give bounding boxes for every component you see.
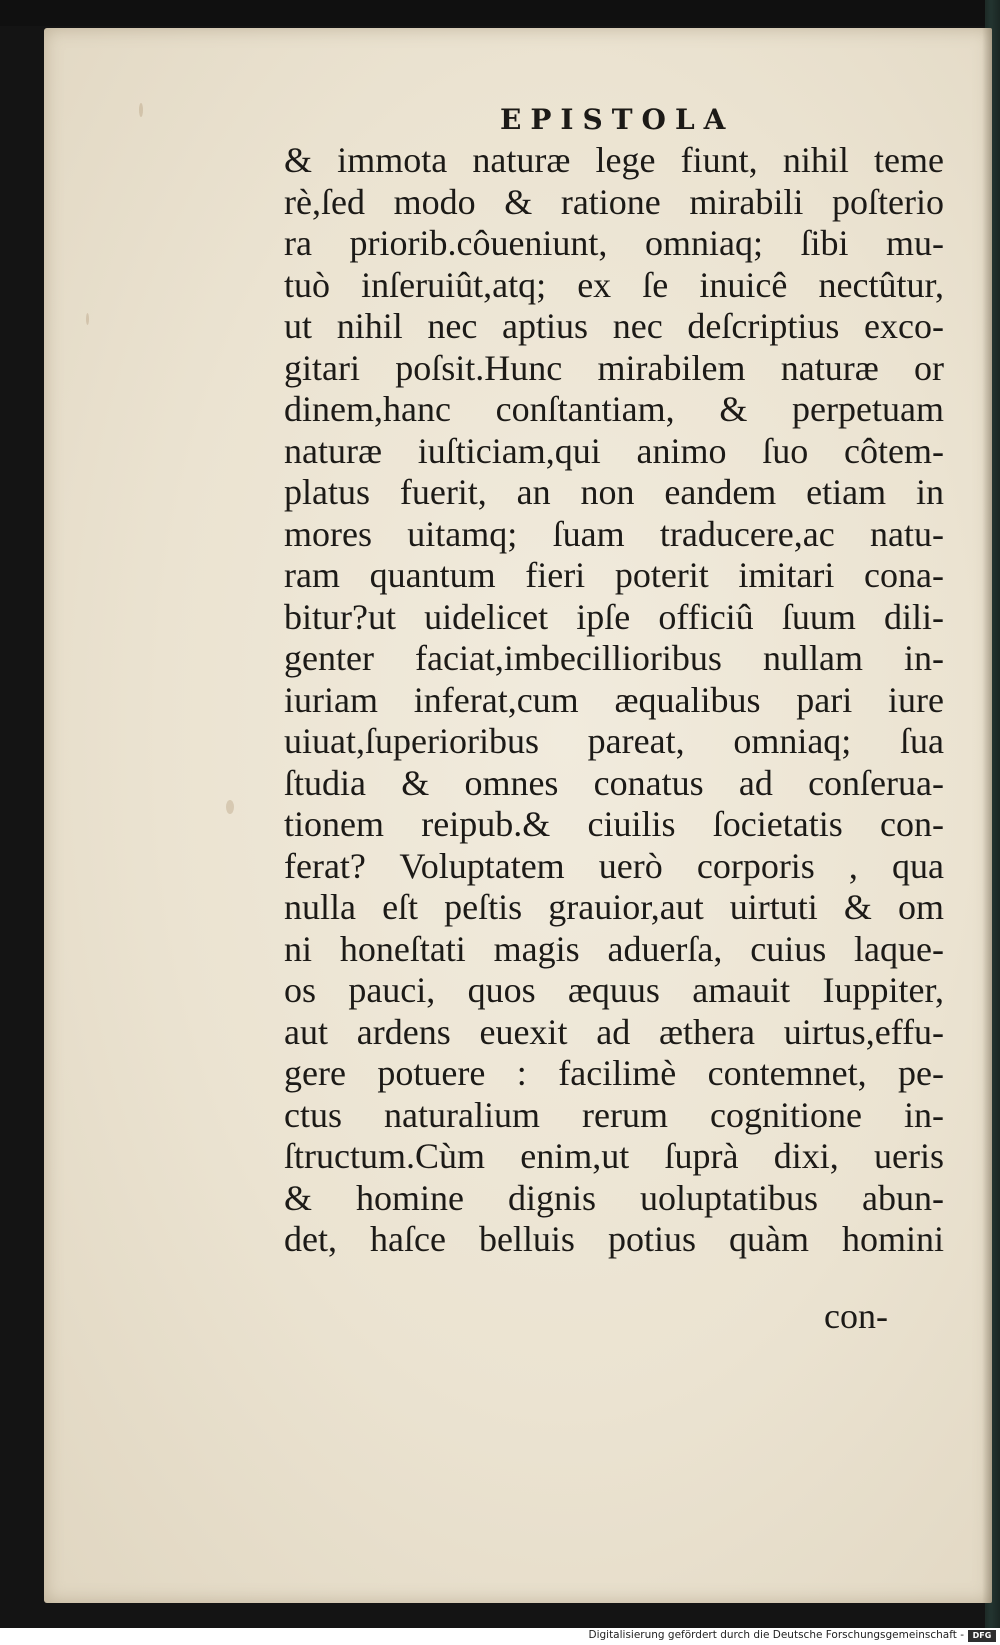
- page-edge-shadow: [982, 28, 992, 1603]
- text-line: ſtructum.Cùm enim,ut ſuprà dixi, ueris: [284, 1136, 944, 1176]
- text-line: genter faciat,imbecillioribus nullam in-: [284, 638, 944, 678]
- book-board-top: [0, 0, 1000, 26]
- text-line: nulla eſt peſtis grauior,aut uirtuti & om: [284, 887, 944, 927]
- text-line: ut nihil nec aptius nec deſcriptius exco-: [284, 306, 944, 346]
- text-line: iuriam inferat,cum æqualibus pari iure: [284, 679, 944, 720]
- text-line: bitur?ut uidelicet ipſe officiû ſuum dili-: [284, 596, 944, 637]
- text-line: platus fuerit, an non eandem etiam in: [284, 472, 944, 512]
- text-line: ram quantum fieri poterit imitari cona-: [284, 555, 944, 595]
- text-line: dinem,hanc conſtantiam, & perpetuam: [284, 389, 944, 429]
- text-line: aut ardens euexit ad æthera uirtus,effu-: [284, 1011, 944, 1052]
- text-line: uiuat,ſuperioribus pareat, omniaq; ſua: [284, 721, 944, 761]
- text-line: gere potuere : facilimè contemnet, pe-: [284, 1053, 944, 1093]
- dfg-logo: DFG: [968, 1630, 996, 1642]
- paper-stain: [139, 103, 143, 117]
- paper-stain: [86, 313, 89, 325]
- text-line: det, haſce belluis potius quàm homini: [284, 1219, 944, 1259]
- paper-stain: [226, 800, 234, 814]
- text-line: rè,ſed modo & ratione mirabili poſterio: [284, 181, 944, 222]
- running-header: EPISTOLA: [500, 103, 735, 136]
- text-line: naturæ iuſticiam,qui animo ſuo côtem-: [284, 430, 944, 471]
- text-line: ferat? Voluptatem uerò corporis , qua: [284, 845, 944, 886]
- text-line: tionem reipub.& ciuilis ſocietatis con-: [284, 804, 944, 844]
- text-line: ctus naturalium rerum cognitione in-: [284, 1094, 944, 1135]
- text-line: ra priorib.côueniunt, omniaq; ſibi mu-: [284, 223, 944, 263]
- text-line: mores uitamq; ſuam traducere,ac natu-: [284, 513, 944, 554]
- catchword: con-: [824, 1296, 888, 1336]
- funding-credit: Digitalisierung gefördert durch die Deutsche Forschungsgemeinschaft -: [588, 1629, 964, 1641]
- text-line: & homine dignis uoluptatibus abun-: [284, 1177, 944, 1218]
- body-text: [284, 140, 944, 1261]
- text-line: & immota naturæ lege fiunt, nihil teme: [284, 140, 944, 180]
- text-line: gitari poſsit.Hunc mirabilem naturæ or: [284, 347, 944, 388]
- text-line: ſtudia & omnes conatus ad conſerua-: [284, 762, 944, 803]
- footer-bar: [0, 1628, 1000, 1645]
- text-line: tuò inſeruiût,atq; ex ſe inuicê nectûtur,: [284, 264, 944, 305]
- text-line: os pauci, quos æquus amauit Iuppiter,: [284, 970, 944, 1010]
- text-line: ni honeſtati magis aduerſa, cuius laque-: [284, 928, 944, 969]
